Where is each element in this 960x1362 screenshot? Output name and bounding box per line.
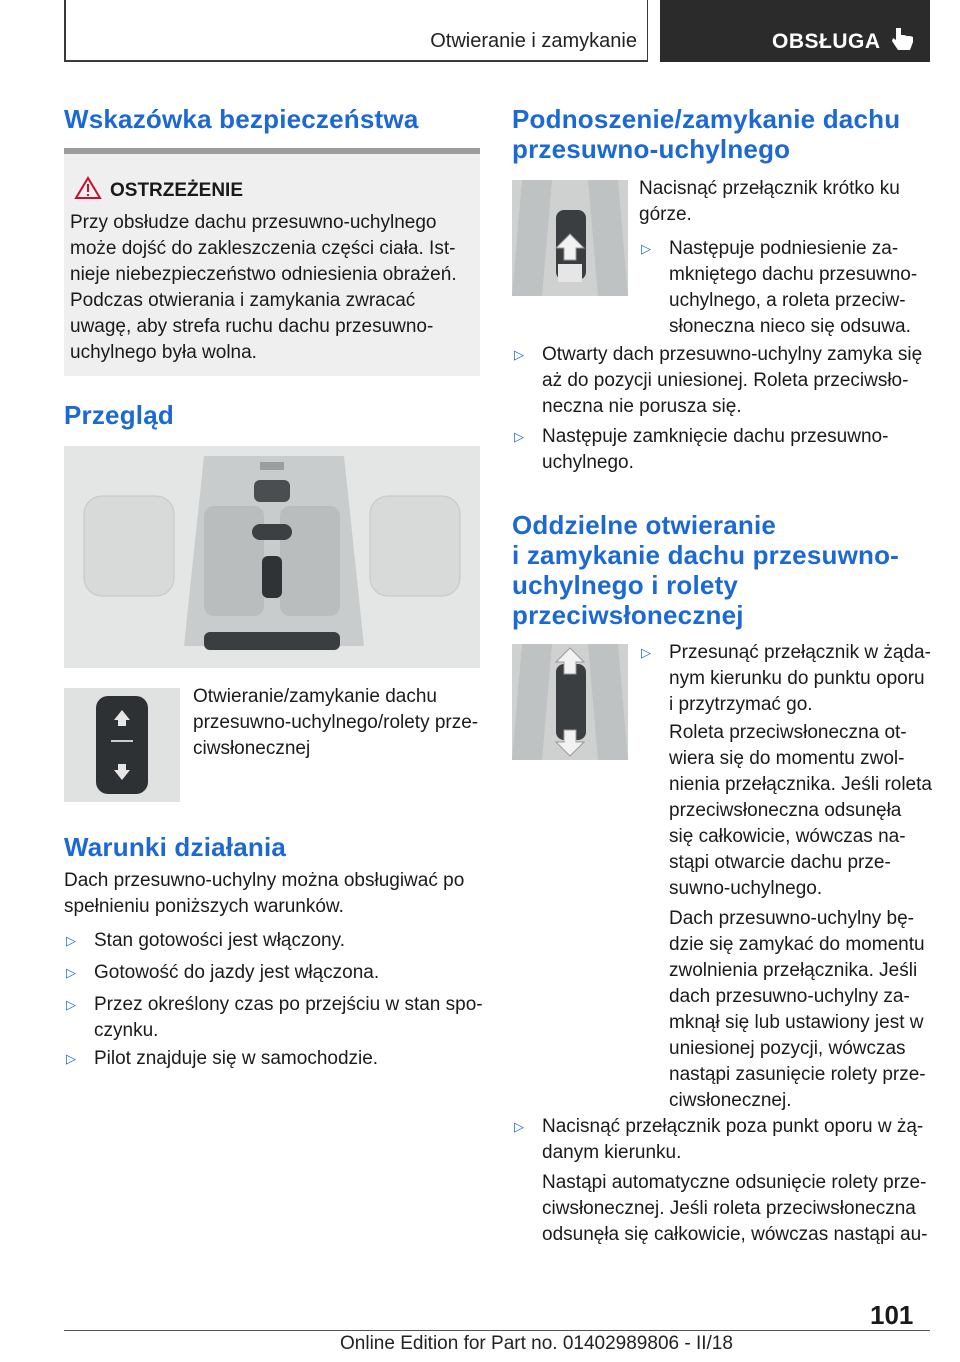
separate-step-1: ▷ Przesunąć przełącznik w żąda- nym kierunku do punktu oporu i przytrzymać go. [641,642,931,715]
raise-heading: Podnoszenie/zamykanie dachu przesuwno-uchylnego [512,104,901,164]
safety-heading: Wskazówka bezpieczeństwa [64,104,419,134]
condition-item: ▷ Gotowość do jazdy jest włączona. [66,960,486,986]
warning-label: OSTRZEŻENIE [110,180,244,201]
conditions-intro: Dach przesuwno-uchylny można obsługiwać po spełnieniu poniższych warunków. [64,870,465,917]
conditions-heading: Warunki działania [64,832,287,862]
condition-item: ▷ Przez określony czas po przejściu w stan spo- czynku. [66,994,483,1041]
separate-note-2: Dach przesuwno-uchylny bę- dzie się zamykać do momentu zwolnienia przełącznika. Jeśli dach przesuwno-uchylny za- mknął się lub ustawiony jest w uniesionej pozycji, wówczas nastąpi zasunięcie rolety prze- ciwsłonecznej. [669,908,926,1111]
bullet-triangle-icon: ▷ [641,645,651,660]
separate-switch-image [512,644,628,760]
warning-box [64,148,480,376]
condition-item: ▷ Pilot znajduje się w samochodzie. [66,1046,486,1072]
raise-step-3: ▷ Następuje zamknięcie dachu przesuwno- uchylnego. [514,426,889,473]
page-header [64,0,930,66]
raise-switch-image [512,180,628,296]
raise-intro: Nacisnąć przełącznik krótko ku górze. [639,178,900,225]
bullet-triangle-icon: ▷ [641,241,651,256]
bullet-triangle-icon: ▷ [514,347,524,362]
bullet-triangle-icon: ▷ [66,933,76,948]
header-chapter-title: OBSŁUGA [772,30,881,53]
overview-heading: Przegląd [64,400,174,430]
bullet-triangle-icon: ▷ [514,1119,524,1134]
header-section-title: Otwieranie i zamykanie [430,30,637,52]
header-section-box [64,0,648,62]
separate-note-3: Nastąpi automatyczne odsunięcie rolety prze- ciwsłonecznej. Jeśli roleta przeciwsłoneczna odsunęła się całkowicie, wówczas nastąpi au- [542,1172,928,1245]
page-number: 101 [870,1300,914,1330]
footer-edition: Online Edition for Part no. 01402989806 - II/18 [340,1333,733,1354]
separate-step-2: ▷ Nacisnąć przełącznik poza punkt oporu w żą- danym kierunku. [514,1116,924,1163]
roof-switch-image [64,688,180,802]
separate-heading: Oddzielne otwieranie i zamykanie dachu przesuwno- uchylnego i rolety przeciwsłonecznej [512,510,900,630]
roof-console-photo [64,446,480,668]
bullet-triangle-icon: ▷ [66,997,76,1012]
raise-step-1: ▷ Następuje podniesienie za- mkniętego dachu przesuwno- uchylnego, a roleta przeciw- słoneczna nieco się odsuwa. [641,238,918,337]
switch-caption: Otwieranie/zamykanie dachu przesuwno-uchylnego/rolety prze- ciwsłonecznej [193,686,479,759]
condition-item: ▷ Stan gotowości jest włączony. [66,928,486,954]
header-chapter-box [660,0,930,62]
warning-triangle-icon [74,176,102,200]
bullet-triangle-icon: ▷ [66,1051,76,1066]
hand-pointer-icon [892,26,916,54]
bullet-triangle-icon: ▷ [66,965,76,980]
bullet-triangle-icon: ▷ [514,429,524,444]
separate-note-1: Roleta przeciwsłoneczna ot- wiera się do momentu zwol- nienia przełącznika. Jeśli roleta przeciwsłoneczna odsunęła się całkowicie, wówczas na- stąpi otwarcie dachu prze- suwno-uchylnego. [669,722,932,899]
raise-step-2: ▷ Otwarty dach przesuwno-uchylny zamyka się aż do pozycji uniesionej. Roleta przeciwsło- neczna nie porusza się. [514,344,923,417]
warning-text: Przy obsłudze dachu przesuwno-uchylnego może dojść do zakleszczenia części ciała. Ist- nieje niebezpieczeństwo odniesienia obrażeń. Podczas otwierania i zamykania zwracać uwagę, aby strefa ruchu dachu przesuwno- uchylnego była wolna. [70,212,457,363]
footer-divider [64,1330,930,1331]
